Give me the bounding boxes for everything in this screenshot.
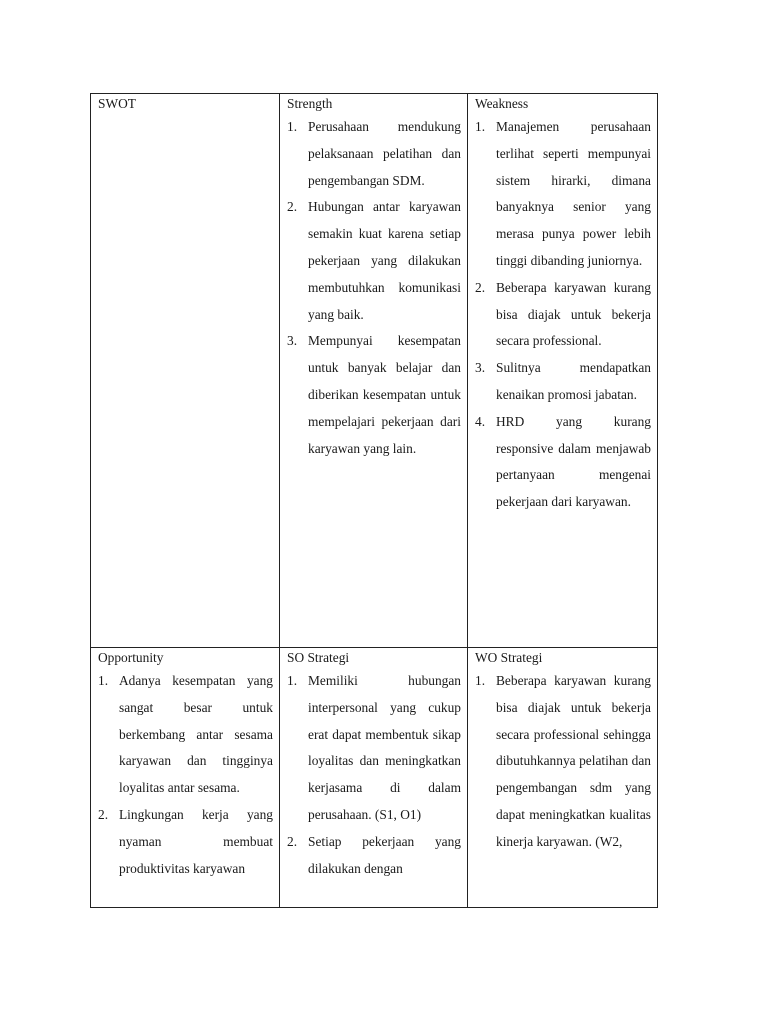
table-row-header	[91, 94, 658, 648]
strength-title: Strength	[287, 96, 333, 111]
wo-strategy-list	[475, 668, 651, 856]
strength-list	[287, 114, 461, 462]
list-item: 3. Mempunyai kesempatan untuk banyak belajar dan diberikan kesempatan untuk mempelajari pekerjaan dari karyawan yang lain.	[287, 333, 461, 456]
list-item: 1. Adanya kesempatan yang sangat besar untuk berkembang antar sesama karyawan dan tingginya loyalitas antar sesama.	[98, 673, 273, 796]
weakness-list	[475, 114, 651, 516]
so-strategy-list	[287, 668, 461, 882]
opportunity-cell	[91, 648, 280, 908]
list-item: 2. Lingkungan kerja yang nyaman membuat produktivitas karyawan	[98, 806, 273, 876]
list-item: 2. Hubungan antar karyawan semakin kuat karena setiap pekerjaan yang dilakukan membutuhkan komunikasi yang baik.	[287, 199, 461, 322]
list-item: 4. HRD yang kurang responsive dalam menjawab pertanyaan mengenai pekerjaan dari karyawan.	[475, 413, 651, 510]
wo-strategy-cell	[468, 648, 658, 908]
wo-strategy-title: WO Strategi	[475, 650, 543, 665]
strength-cell	[280, 94, 468, 648]
list-item: 1. Manajemen perusahaan terlihat seperti mempunyai sistem hirarki, dimana banyaknya senior yang merasa punya power lebih tinggi dibanding juniornya.	[475, 119, 651, 268]
opportunity-list	[98, 668, 273, 882]
weakness-cell	[468, 94, 658, 648]
so-strategy-cell	[280, 648, 468, 908]
list-item: 1. Beberapa karyawan kurang bisa diajak untuk bekerja secara professional sehingga dibutuhkannya pelatihan dan pengembangan sdm yang dapat meningkatkan kualitas kinerja karyawan. (W2,	[475, 673, 651, 849]
so-strategy-title: SO Strategi	[287, 650, 350, 665]
list-item: 3. Sulitnya mendapatkan kenaikan promosi jabatan.	[475, 360, 651, 402]
swot-table	[90, 93, 658, 908]
swot-corner-cell	[91, 94, 280, 648]
opportunity-title: Opportunity	[98, 650, 164, 665]
weakness-title: Weakness	[475, 96, 529, 111]
list-item: 2. Beberapa karyawan kurang bisa diajak untuk bekerja secara professional.	[475, 279, 651, 349]
table-row-opportunity	[91, 648, 658, 908]
list-item: 1. Memiliki hubungan interpersonal yang cukup erat dapat membentuk sikap loyalitas dan meningkatkan kerjasama di dalam perusahaan. (S1, O1)	[287, 673, 461, 822]
list-item: 1. Perusahaan mendukung pelaksanaan pelatihan dan pengembangan SDM.	[287, 119, 461, 188]
list-item: 2. Setiap pekerjaan yang dilakukan dengan	[287, 833, 461, 876]
swot-corner-label: SWOT	[98, 96, 136, 111]
